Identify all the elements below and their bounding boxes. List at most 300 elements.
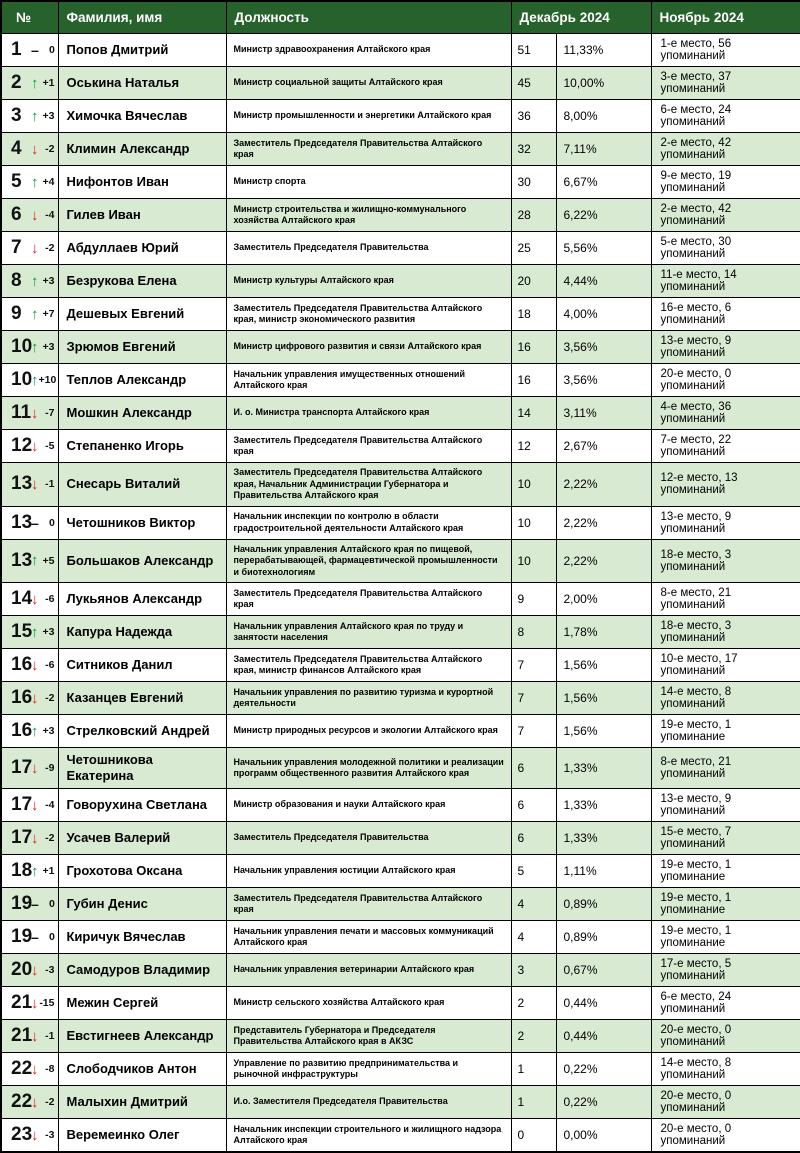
november-result: 8-е место, 21 упоминаний xyxy=(651,583,800,616)
table-row xyxy=(1,583,800,616)
person-name: Нифонтов Иван xyxy=(58,166,226,199)
mention-percent: 4,00% xyxy=(556,298,651,331)
person-position: Министр сельского хозяйства Алтайского края xyxy=(226,987,511,1020)
rank-change: -2 xyxy=(45,832,55,844)
rank-number: 19 xyxy=(11,926,33,947)
rank-change: +5 xyxy=(42,554,55,567)
rank-number: 21 xyxy=(11,992,33,1013)
rank-wrap xyxy=(11,992,55,1014)
mention-count: 36 xyxy=(511,100,556,133)
rank-number: 14 xyxy=(11,588,33,609)
mention-percent: 2,22% xyxy=(556,463,651,507)
table-row xyxy=(1,1020,800,1053)
rank-wrap xyxy=(11,1058,55,1080)
table-row xyxy=(1,921,800,954)
person-name: Абдуллаев Юрий xyxy=(58,232,226,265)
trend-down-icon: ↓ xyxy=(31,206,39,224)
table-body xyxy=(1,34,800,1153)
mention-percent: 1,11% xyxy=(556,855,651,888)
mention-percent: 2,22% xyxy=(556,506,651,539)
mention-percent: 1,56% xyxy=(556,649,651,682)
november-result: 19-е место, 1 упоминание xyxy=(651,855,800,888)
november-result: 4-е место, 36 упоминаний xyxy=(651,397,800,430)
rank-cell xyxy=(1,1020,58,1053)
rank-cell xyxy=(1,463,58,507)
rank-number: 17 xyxy=(11,757,33,778)
table-row xyxy=(1,331,800,364)
november-result: 2-е место, 42 упоминаний xyxy=(651,199,800,232)
person-position: Министр образования и науки Алтайского края xyxy=(226,789,511,822)
rank-wrap xyxy=(11,621,55,643)
person-name: Теплов Александр xyxy=(58,364,226,397)
rank-number: 2 xyxy=(11,72,22,93)
mention-percent: 1,56% xyxy=(556,682,651,715)
table-row xyxy=(1,1053,800,1086)
rank-change: +4 xyxy=(42,176,55,188)
rank-number: 13 xyxy=(11,549,33,571)
rank-cell xyxy=(1,1053,58,1086)
november-result: 1-е место, 56 упоминаний xyxy=(651,34,800,67)
person-name: Гилев Иван xyxy=(58,199,226,232)
person-position: И.о. Заместителя Председателя Правительства xyxy=(226,1086,511,1119)
rank-change: -3 xyxy=(45,1129,55,1141)
rank-change: +3 xyxy=(42,341,55,353)
rank-number: 16 xyxy=(11,720,33,741)
november-result: 5-е место, 30 упоминаний xyxy=(651,232,800,265)
mention-count: 2 xyxy=(511,987,556,1020)
rank-cell xyxy=(1,822,58,855)
person-position: Представитель Губернатора и Председателя Правительства Алтайского края в АКЗС xyxy=(226,1020,511,1053)
rank-change: -6 xyxy=(45,593,55,605)
person-position: Начальник управления Алтайского края по труду и занятости населения xyxy=(226,616,511,649)
person-name: Дешевых Евгений xyxy=(58,298,226,331)
table-row xyxy=(1,364,800,397)
mention-percent: 0,89% xyxy=(556,888,651,921)
rank-wrap xyxy=(11,138,55,160)
trend-down-icon: ↓ xyxy=(31,1060,39,1078)
rank-wrap xyxy=(11,1025,55,1047)
rank-number: 3 xyxy=(11,105,22,126)
person-position: Министр социальной защиты Алтайского края xyxy=(226,67,511,100)
rank-wrap xyxy=(11,1091,55,1113)
mention-count: 1 xyxy=(511,1053,556,1086)
person-name: Большаков Александр xyxy=(58,539,226,583)
person-name: Снесарь Виталий xyxy=(58,463,226,507)
november-result: 15-е место, 7 упоминаний xyxy=(651,822,800,855)
november-result: 20-е место, 0 упоминаний xyxy=(651,1119,800,1153)
rank-wrap xyxy=(11,473,55,495)
rank-wrap xyxy=(11,757,55,779)
mention-count: 16 xyxy=(511,331,556,364)
trend-same-icon: – xyxy=(31,42,39,58)
november-result: 19-е место, 1 упоминание xyxy=(651,888,800,921)
rank-change: -2 xyxy=(45,692,55,704)
trend-down-icon: ↓ xyxy=(31,961,39,979)
rank-wrap xyxy=(11,171,55,193)
rank-number: 1 xyxy=(11,39,22,60)
rank-change: -4 xyxy=(45,799,55,811)
person-position: Заместитель Председателя Правительства Алтайского края xyxy=(226,888,511,921)
rank-cell xyxy=(1,298,58,331)
mention-count: 9 xyxy=(511,583,556,616)
mention-percent: 3,56% xyxy=(556,364,651,397)
mention-percent: 0,00% xyxy=(556,1119,651,1153)
rank-change: -2 xyxy=(45,1096,55,1108)
rank-cell xyxy=(1,34,58,67)
november-result: 13-е место, 9 упоминаний xyxy=(651,331,800,364)
person-position: Начальник инспекции строительного и жилищного надзора Алтайского края xyxy=(226,1119,511,1153)
person-name: Зрюмов Евгений xyxy=(58,331,226,364)
rank-number: 22 xyxy=(11,1058,33,1079)
mention-percent: 1,33% xyxy=(556,789,651,822)
november-result: 9-е место, 19 упоминаний xyxy=(651,166,800,199)
trend-down-icon: ↓ xyxy=(31,796,39,814)
rank-change: +10 xyxy=(38,374,57,386)
trend-up-icon: ↑ xyxy=(31,272,39,290)
trend-down-icon: ↓ xyxy=(31,656,39,674)
mention-percent: 1,78% xyxy=(556,616,651,649)
rank-cell xyxy=(1,583,58,616)
rank-change: -1 xyxy=(45,478,55,491)
mention-count: 4 xyxy=(511,921,556,954)
person-position: Начальник управления имущественных отношений Алтайского края xyxy=(226,364,511,397)
table-row xyxy=(1,1119,800,1153)
rank-wrap xyxy=(11,549,55,572)
person-name: Евстигнеев Александр xyxy=(58,1020,226,1053)
mention-percent: 6,67% xyxy=(556,166,651,199)
trend-up-icon: ↑ xyxy=(31,862,39,880)
trend-down-icon: ↓ xyxy=(31,689,39,707)
trend-up-icon: ↑ xyxy=(31,173,39,191)
person-position: Управление по развитию предпринимательства и рыночной инфраструктуры xyxy=(226,1053,511,1086)
table-row xyxy=(1,789,800,822)
rank-cell xyxy=(1,789,58,822)
trend-down-icon: ↓ xyxy=(31,140,39,158)
trend-up-icon: ↑ xyxy=(31,74,39,92)
mention-percent: 10,00% xyxy=(556,67,651,100)
person-position: Заместитель Председателя Правительства Алтайского края, Начальник Администрации Губернатора и Правительства Алтайского края xyxy=(226,463,511,507)
column-header-position: Должность xyxy=(226,1,511,34)
rank-cell xyxy=(1,987,58,1020)
table-row xyxy=(1,67,800,100)
mention-count: 32 xyxy=(511,133,556,166)
mention-percent: 0,89% xyxy=(556,921,651,954)
mention-count: 6 xyxy=(511,748,556,789)
november-result: 6-е место, 24 упоминаний xyxy=(651,100,800,133)
table-row xyxy=(1,298,800,331)
rank-wrap xyxy=(11,402,55,424)
person-name: Степаненко Игорь xyxy=(58,430,226,463)
rank-cell xyxy=(1,265,58,298)
mention-percent: 2,00% xyxy=(556,583,651,616)
rank-cell xyxy=(1,649,58,682)
mention-percent: 1,33% xyxy=(556,822,651,855)
trend-up-icon: ↑ xyxy=(31,623,39,641)
mention-percent: 7,11% xyxy=(556,133,651,166)
november-result: 17-е место, 5 упоминаний xyxy=(651,954,800,987)
person-name: Химочка Вячеслав xyxy=(58,100,226,133)
rank-number: 10 xyxy=(11,369,33,390)
rank-wrap xyxy=(11,204,55,226)
person-position: Министр природных ресурсов и экологии Алтайского края xyxy=(226,715,511,748)
november-result: 7-е место, 22 упоминаний xyxy=(651,430,800,463)
mention-count: 7 xyxy=(511,649,556,682)
trend-down-icon: ↓ xyxy=(31,404,39,422)
rank-change: +3 xyxy=(42,725,55,737)
rank-change: 0 xyxy=(48,931,55,943)
rank-number: 4 xyxy=(11,138,22,159)
mention-percent: 0,44% xyxy=(556,1020,651,1053)
rank-wrap xyxy=(11,369,57,391)
trend-down-icon: ↓ xyxy=(31,437,39,455)
rank-number: 6 xyxy=(11,204,22,225)
november-result: 6-е место, 24 упоминаний xyxy=(651,987,800,1020)
person-name: Четошников Виктор xyxy=(58,506,226,539)
november-result: 2-е место, 42 упоминаний xyxy=(651,133,800,166)
mention-count: 25 xyxy=(511,232,556,265)
rank-cell xyxy=(1,921,58,954)
rank-change: -6 xyxy=(45,659,55,671)
mention-count: 6 xyxy=(511,822,556,855)
rank-wrap xyxy=(11,435,55,457)
rank-wrap xyxy=(11,270,55,292)
rank-number: 17 xyxy=(11,794,33,815)
header-row xyxy=(1,1,800,34)
rank-wrap xyxy=(11,687,55,709)
rank-cell xyxy=(1,100,58,133)
person-position: Заместитель Председателя Правительства Алтайского края xyxy=(226,430,511,463)
table-row xyxy=(1,855,800,888)
mention-count: 10 xyxy=(511,539,556,583)
rank-wrap xyxy=(11,860,55,882)
column-header-december: Декабрь 2024 xyxy=(511,1,651,34)
mention-count: 1 xyxy=(511,1086,556,1119)
rank-cell xyxy=(1,748,58,789)
rank-cell xyxy=(1,232,58,265)
table-row xyxy=(1,199,800,232)
column-header-november: Ноябрь 2024 xyxy=(651,1,800,34)
rank-cell xyxy=(1,199,58,232)
rank-change: 0 xyxy=(48,44,55,56)
rank-change: +1 xyxy=(42,865,55,877)
mention-count: 14 xyxy=(511,397,556,430)
person-name: Лукьянов Александр xyxy=(58,583,226,616)
rank-wrap xyxy=(11,794,55,816)
rank-number: 23 xyxy=(11,1124,33,1145)
november-result: 11-е место, 14 упоминаний xyxy=(651,265,800,298)
november-result: 12-е место, 13 упоминаний xyxy=(651,463,800,507)
person-position: Начальник управления молодежной политики и реализации программ общественного развития Алтайского края xyxy=(226,748,511,789)
rank-cell xyxy=(1,1119,58,1153)
trend-down-icon: ↓ xyxy=(31,475,39,493)
november-result: 13-е место, 9 упоминаний xyxy=(651,506,800,539)
rank-cell xyxy=(1,133,58,166)
rank-number: 13 xyxy=(11,473,33,495)
rank-wrap xyxy=(11,926,55,948)
person-position: Заместитель Председателя Правительства xyxy=(226,232,511,265)
table-row xyxy=(1,715,800,748)
rank-cell xyxy=(1,331,58,364)
person-position: Министр здравоохранения Алтайского края xyxy=(226,34,511,67)
table-row xyxy=(1,822,800,855)
rank-wrap xyxy=(11,1124,55,1146)
rank-number: 21 xyxy=(11,1025,33,1046)
rank-change: -2 xyxy=(45,143,55,155)
mention-percent: 5,56% xyxy=(556,232,651,265)
rank-number: 5 xyxy=(11,171,22,192)
rank-cell xyxy=(1,682,58,715)
mention-count: 2 xyxy=(511,1020,556,1053)
person-name: Стрелковский Андрей xyxy=(58,715,226,748)
column-header-rank: № xyxy=(1,1,58,34)
november-result: 14-е место, 8 упоминаний xyxy=(651,682,800,715)
rank-wrap xyxy=(11,39,55,61)
trend-down-icon: ↓ xyxy=(31,590,39,608)
mention-count: 0 xyxy=(511,1119,556,1153)
person-name: Малыхин Дмитрий xyxy=(58,1086,226,1119)
table-row xyxy=(1,649,800,682)
person-name: Оськина Наталья xyxy=(58,67,226,100)
rank-cell xyxy=(1,364,58,397)
trend-down-icon: ↓ xyxy=(31,829,39,847)
mention-percent: 0,22% xyxy=(556,1053,651,1086)
mention-count: 16 xyxy=(511,364,556,397)
november-result: 19-е место, 1 упоминание xyxy=(651,715,800,748)
person-name: Казанцев Евгений xyxy=(58,682,226,715)
person-position: Начальник управления печати и массовых коммуникаций Алтайского края xyxy=(226,921,511,954)
rank-cell xyxy=(1,67,58,100)
table-row xyxy=(1,506,800,539)
table-row xyxy=(1,34,800,67)
mention-count: 7 xyxy=(511,682,556,715)
rank-change: -3 xyxy=(45,964,55,976)
rank-cell xyxy=(1,855,58,888)
mention-percent: 0,67% xyxy=(556,954,651,987)
trend-same-icon: – xyxy=(31,929,39,945)
rank-change: -4 xyxy=(45,209,55,221)
rank-wrap xyxy=(11,827,55,849)
rank-wrap xyxy=(11,72,55,94)
rank-number: 10 xyxy=(11,336,33,357)
mention-count: 6 xyxy=(511,789,556,822)
mention-percent: 8,00% xyxy=(556,100,651,133)
rank-change: -5 xyxy=(45,440,55,452)
person-position: Начальник инспекции по контролю в области градостроительной деятельности Алтайского края xyxy=(226,506,511,539)
table-row xyxy=(1,539,800,583)
table-row xyxy=(1,682,800,715)
person-position: И. о. Министра транспорта Алтайского края xyxy=(226,397,511,430)
november-result: 19-е место, 1 упоминание xyxy=(651,921,800,954)
table-row xyxy=(1,232,800,265)
rank-number: 11 xyxy=(11,402,32,423)
person-position: Заместитель Председателя Правительства Алтайского края, министр финансов Алтайского края xyxy=(226,649,511,682)
person-name: Капура Надежда xyxy=(58,616,226,649)
rank-wrap xyxy=(11,237,55,259)
rank-wrap xyxy=(11,959,55,981)
mention-count: 30 xyxy=(511,166,556,199)
trend-up-icon: ↑ xyxy=(31,107,39,125)
rank-change: -8 xyxy=(45,1063,55,1075)
rank-wrap xyxy=(11,336,55,358)
rank-cell xyxy=(1,1086,58,1119)
november-result: 14-е место, 8 упоминаний xyxy=(651,1053,800,1086)
rank-number: 8 xyxy=(11,270,22,291)
person-name: Ситников Данил xyxy=(58,649,226,682)
trend-up-icon: ↑ xyxy=(31,338,39,356)
rank-change: +3 xyxy=(42,626,55,638)
rank-wrap xyxy=(11,303,55,325)
rank-change: +1 xyxy=(42,77,55,89)
mention-percent: 2,22% xyxy=(556,539,651,583)
person-name: Киричук Вячеслав xyxy=(58,921,226,954)
person-name: Самодуров Владимир xyxy=(58,954,226,987)
person-name: Грохотова Оксана xyxy=(58,855,226,888)
mention-count: 18 xyxy=(511,298,556,331)
mention-count: 45 xyxy=(511,67,556,100)
rank-number: 15 xyxy=(11,621,33,642)
rank-number: 22 xyxy=(11,1091,33,1112)
person-position: Начальник управления юстиции Алтайского края xyxy=(226,855,511,888)
november-result: 10-е место, 17 упоминаний xyxy=(651,649,800,682)
mention-count: 10 xyxy=(511,463,556,507)
rank-change: -15 xyxy=(39,997,55,1009)
person-name: Веремеинко Олег xyxy=(58,1119,226,1153)
rank-number: 12 xyxy=(11,435,33,456)
rank-change: -9 xyxy=(45,762,55,774)
person-position: Министр цифрового развития и связи Алтайского края xyxy=(226,331,511,364)
person-name: Губин Денис xyxy=(58,888,226,921)
november-result: 8-е место, 21 упоминаний xyxy=(651,748,800,789)
rank-number: 13 xyxy=(11,511,33,533)
table-row xyxy=(1,954,800,987)
trend-up-icon: ↑ xyxy=(31,552,39,570)
person-name: Усачев Валерий xyxy=(58,822,226,855)
rank-cell xyxy=(1,430,58,463)
rank-number: 19 xyxy=(11,893,33,914)
mention-count: 7 xyxy=(511,715,556,748)
rank-wrap xyxy=(11,720,55,742)
mention-percent: 6,22% xyxy=(556,199,651,232)
person-name: Четошникова Екатерина xyxy=(58,748,226,789)
person-position: Заместитель Председателя Правительства Алтайского края xyxy=(226,583,511,616)
person-position: Министр культуры Алтайского края xyxy=(226,265,511,298)
november-result: 18-е место, 3 упоминаний xyxy=(651,539,800,583)
trend-up-icon: ↑ xyxy=(31,722,39,740)
column-header-name: Фамилия, имя xyxy=(58,1,226,34)
november-result: 16-е место, 6 упоминаний xyxy=(651,298,800,331)
rank-cell xyxy=(1,954,58,987)
rank-cell xyxy=(1,715,58,748)
mention-percent: 3,56% xyxy=(556,331,651,364)
person-position: Министр промышленности и энергетики Алтайского края xyxy=(226,100,511,133)
rank-change: +3 xyxy=(42,110,55,122)
rank-wrap xyxy=(11,654,55,676)
rank-number: 16 xyxy=(11,654,33,675)
mention-percent: 0,22% xyxy=(556,1086,651,1119)
trend-same-icon: – xyxy=(31,896,39,912)
person-position: Заместитель Председателя Правительства xyxy=(226,822,511,855)
mention-count: 4 xyxy=(511,888,556,921)
table-row xyxy=(1,397,800,430)
rank-cell xyxy=(1,166,58,199)
table-row xyxy=(1,1086,800,1119)
trend-down-icon: ↓ xyxy=(31,1093,39,1111)
rank-wrap xyxy=(11,893,55,915)
rank-change: +3 xyxy=(42,275,55,287)
november-result: 3-е место, 37 упоминаний xyxy=(651,67,800,100)
rank-number: 9 xyxy=(11,303,22,324)
table-row xyxy=(1,888,800,921)
